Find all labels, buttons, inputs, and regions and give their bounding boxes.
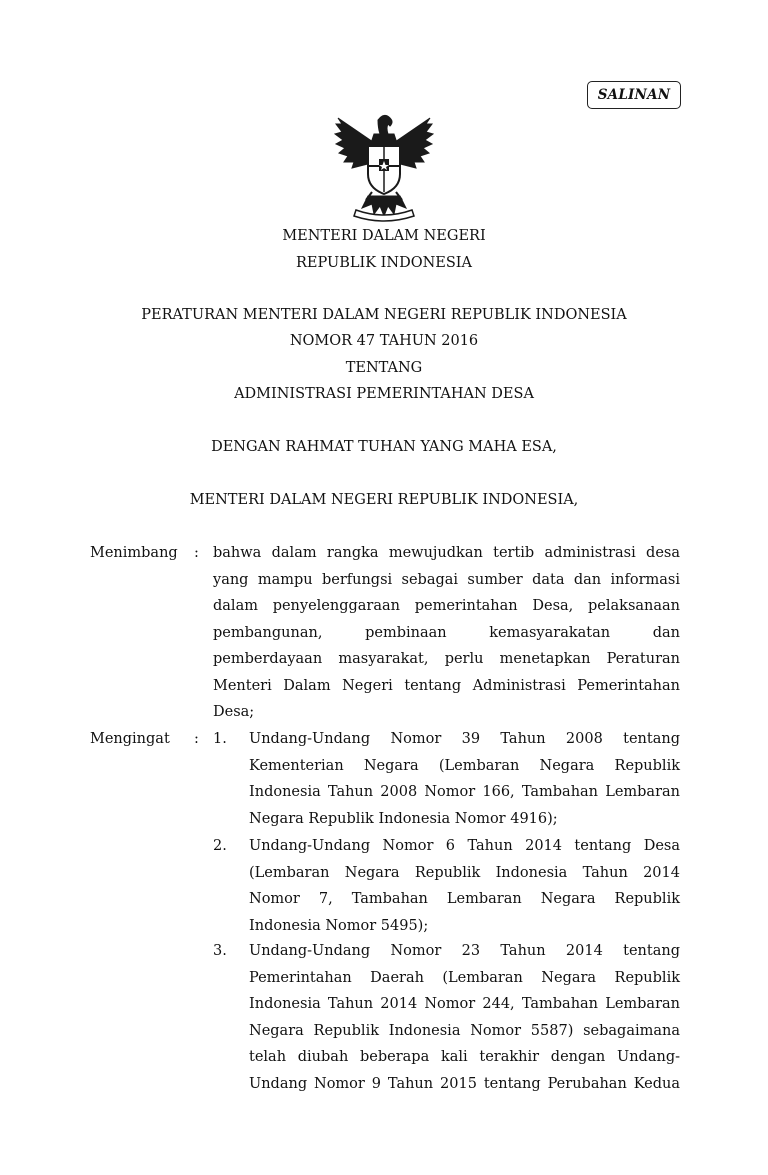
menimbang-line: pemberdayaan masyarakat, perlu menetapkan Peraturan <box>213 651 680 667</box>
mengingat-colon: : <box>194 731 199 747</box>
mengingat-line: Indonesia Tahun 2008 Nomor 166, Tambahan Lembaran <box>249 784 680 800</box>
mengingat-line: Indonesia Tahun 2014 Nomor 244, Tambahan Lembaran <box>249 996 680 1012</box>
mengingat-line: Negara Republik Indonesia Nomor 5587) sebagaimana <box>249 1022 680 1039</box>
regulation-number: NOMOR 47 TAHUN 2016 <box>289 333 479 349</box>
authority: MENTERI DALAM NEGERI REPUBLIK INDONESIA, <box>189 492 579 508</box>
menimbang-line: bahwa dalam rangka mewujudkan tertib administrasi desa <box>213 545 680 561</box>
mengingat-line: telah diubah beberapa kali terakhir dengan Undang- <box>249 1049 680 1065</box>
mengingat-item-number: 3. <box>213 943 227 959</box>
menimbang-label: Menimbang <box>90 545 178 561</box>
mengingat-line: Undang-Undang Nomor 39 Tahun 2008 tentang <box>249 731 680 747</box>
mengingat-line: Undang Nomor 9 Tahun 2015 tentang Perubahan Kedua <box>249 1075 680 1092</box>
mengingat-line: Kementerian Negara (Lembaran Negara Republik <box>249 757 680 774</box>
minister-title: MENTERI DALAM NEGERI <box>282 228 486 244</box>
mengingat-line: Pemerintahan Daerah (Lembaran Negara Republik <box>249 969 680 986</box>
menimbang-line: pembangunan, pembinaan kemasyarakatan dan <box>213 624 680 641</box>
mengingat-item-2 <box>249 833 680 939</box>
menimbang-line: Desa; <box>213 704 255 720</box>
mengingat-line: Undang-Undang Nomor 6 Tahun 2014 tentang Desa <box>249 838 680 854</box>
mengingat-line: Indonesia Nomor 5495); <box>249 917 429 934</box>
mengingat-line: Nomor 7, Tambahan Lembaran Negara Republik <box>249 891 680 907</box>
regulation-title: PERATURAN MENTERI DALAM NEGERI REPUBLIK INDONESIA <box>141 307 627 323</box>
menimbang-text <box>213 540 680 726</box>
regulation-subject: ADMINISTRASI PEMERINTAHAN DESA <box>234 386 534 402</box>
menimbang-line: dalam penyelenggaraan pemerintahan Desa, pelaksanaan <box>213 598 680 614</box>
mengingat-line: Undang-Undang Nomor 23 Tahun 2014 tentang <box>249 943 680 959</box>
regulation-about: TENTANG <box>345 360 423 376</box>
mengingat-line: (Lembaran Negara Republik Indonesia Tahun 2014 <box>249 864 680 881</box>
invocation: DENGAN RAHMAT TUHAN YANG MAHA ESA, <box>211 439 557 455</box>
menimbang-line: Menteri Dalam Negeri tentang Administrasi Pemerintahan <box>213 677 680 694</box>
menimbang-line: yang mampu berfungsi sebagai sumber data dan informasi <box>213 571 680 588</box>
mengingat-item-3 <box>249 938 680 1097</box>
mengingat-item-number: 1. <box>213 731 227 747</box>
salinan-stamp: SALINAN <box>587 81 681 109</box>
mengingat-item-1 <box>249 726 680 832</box>
menimbang-colon: : <box>194 545 199 561</box>
mengingat-line: Negara Republik Indonesia Nomor 4916); <box>249 810 558 827</box>
mengingat-label: Mengingat <box>90 731 170 747</box>
mengingat-item-number: 2. <box>213 838 227 854</box>
republic-title: REPUBLIK INDONESIA <box>295 255 472 271</box>
garuda-pancasila-emblem-icon <box>328 104 440 224</box>
